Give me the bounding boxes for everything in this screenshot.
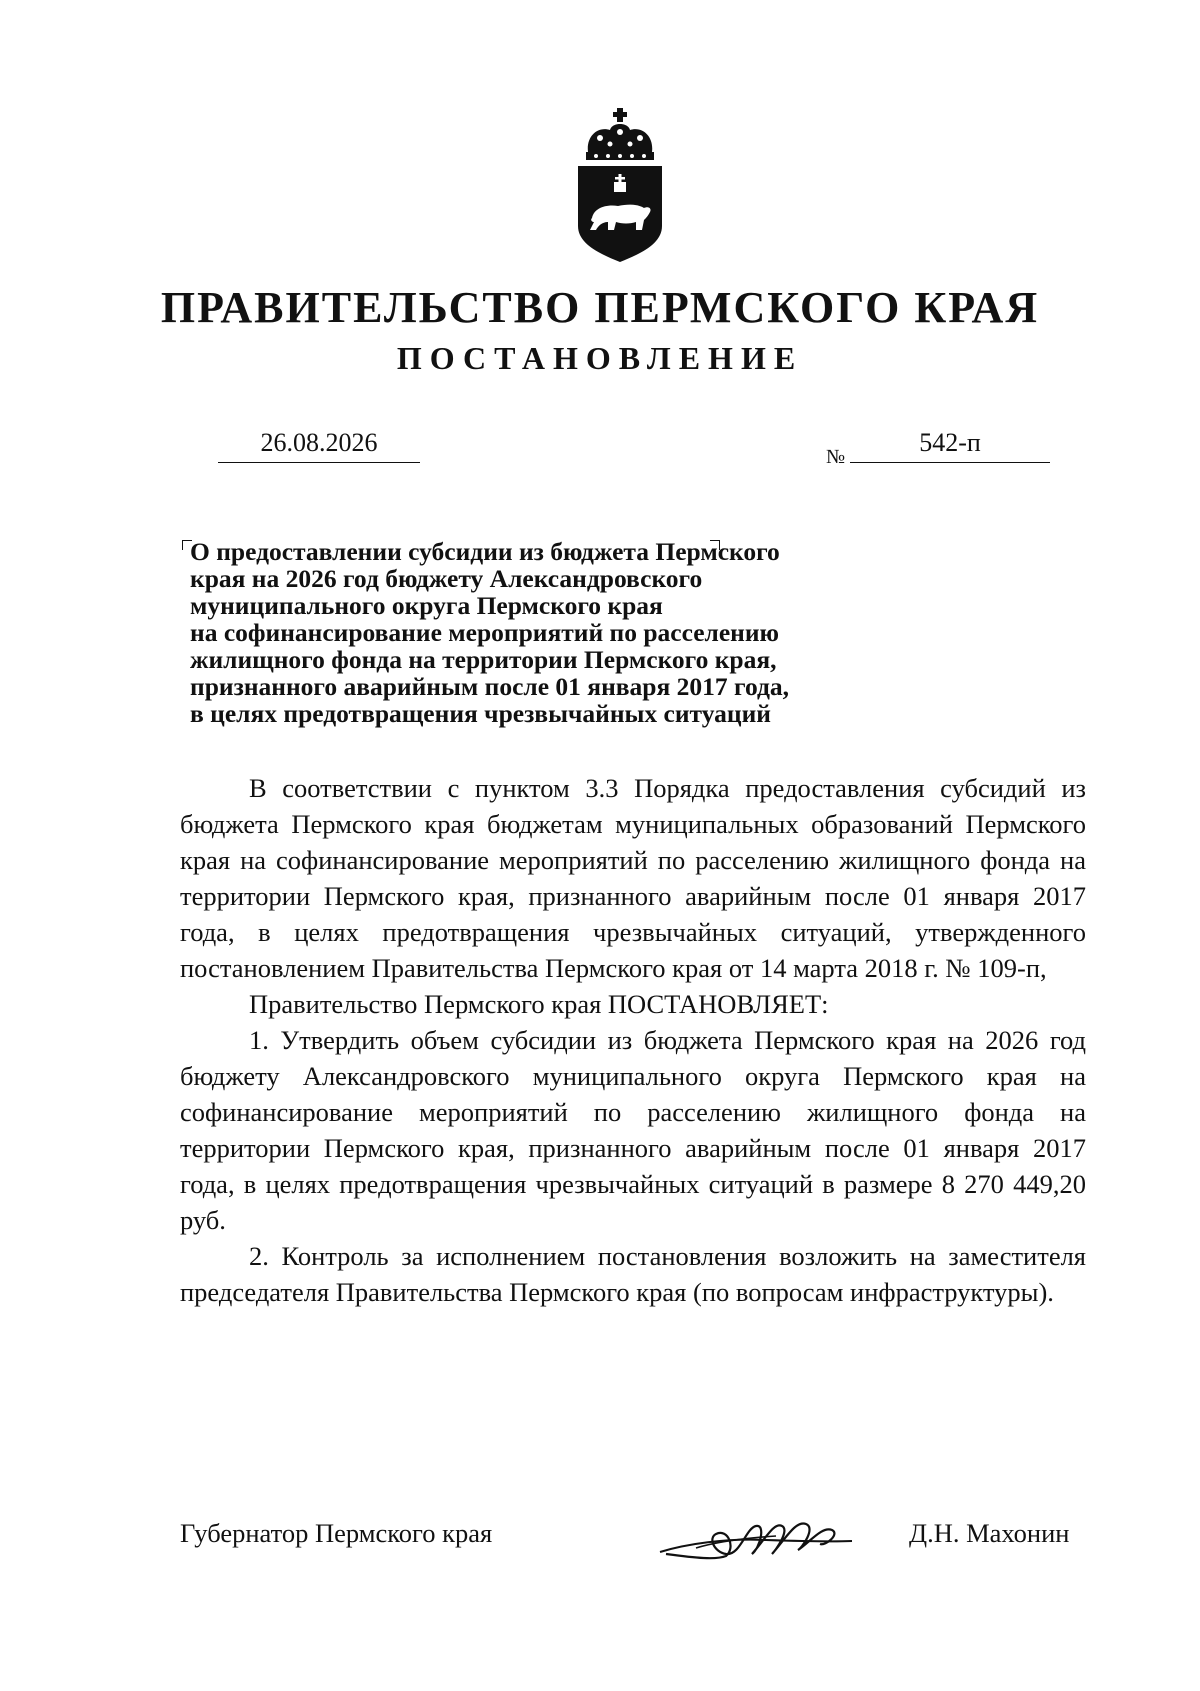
government-title: ПРАВИТЕЛЬСТВО ПЕРМСКОГО КРАЯ (160, 283, 1040, 332)
subject-line: на софинансирование мероприятий по расселению (190, 618, 780, 647)
subject-line: признанного аварийным после 01 января 2017 года, (190, 672, 790, 701)
document-body (180, 770, 1086, 1310)
document-date: 26.08.2026 (260, 428, 378, 457)
date-underline (218, 462, 420, 463)
coat-of-arms-icon (570, 108, 670, 266)
signatory-name: Д.Н. Махонин (909, 1518, 1070, 1548)
subject-line: края на 2026 год бюджету Александровского (190, 564, 703, 593)
resolution-statement: Правительство Пермского края ПОСТАНОВЛЯЕТ: (249, 989, 829, 1019)
preamble-paragraph: В соответствии с пунктом 3.3 Порядка предоставления субсидий из бюджета Пермского края бюджетам муниципальных образований Пермского края на софинансирование мероприятий по расселению жилищного фонда на территории Пермского края, признанного аварийным после 01 января 2017 года, в целях предотвращения чрезвычайных ситуаций, утвержденного постановлением Правительства Пермского края от 14 марта 2018 г. № 109-п, (180, 773, 1086, 983)
handwritten-signature-icon (656, 1508, 856, 1568)
subject-line: муниципального округа Пермского края (190, 591, 663, 620)
document-subject (190, 538, 890, 727)
subject-line: О предоставлении субсидии из бюджета Пермского (190, 537, 780, 566)
subject-line: жилищного фонда на территории Пермского края, (190, 645, 777, 674)
number-underline (850, 462, 1050, 463)
document-type: ПОСТАНОВЛЕНИЕ (396, 340, 804, 376)
number-sign: № (826, 446, 846, 468)
signatory-role: Губернатор Пермского края (180, 1518, 493, 1548)
document-number: 542-п (919, 428, 981, 457)
subject-line: в целях предотвращения чрезвычайных ситуаций (190, 699, 771, 728)
clause-2: 2. Контроль за исполнением постановления возложить на заместителя председателя Правительства Пермского края (по вопросам инфраструктуры). (180, 1241, 1086, 1307)
clause-1: 1. Утвердить объем субсидии из бюджета Пермского края на 2026 год бюджету Александровского муниципального округа Пермского края на софинансирование мероприятий по расселению жилищного фонда на территории Пермского края, признанного аварийным после 01 января 2017 года, в целях предотвращения чрезвычайных ситуаций в размере 8 270 449,20 руб. (180, 1025, 1086, 1235)
